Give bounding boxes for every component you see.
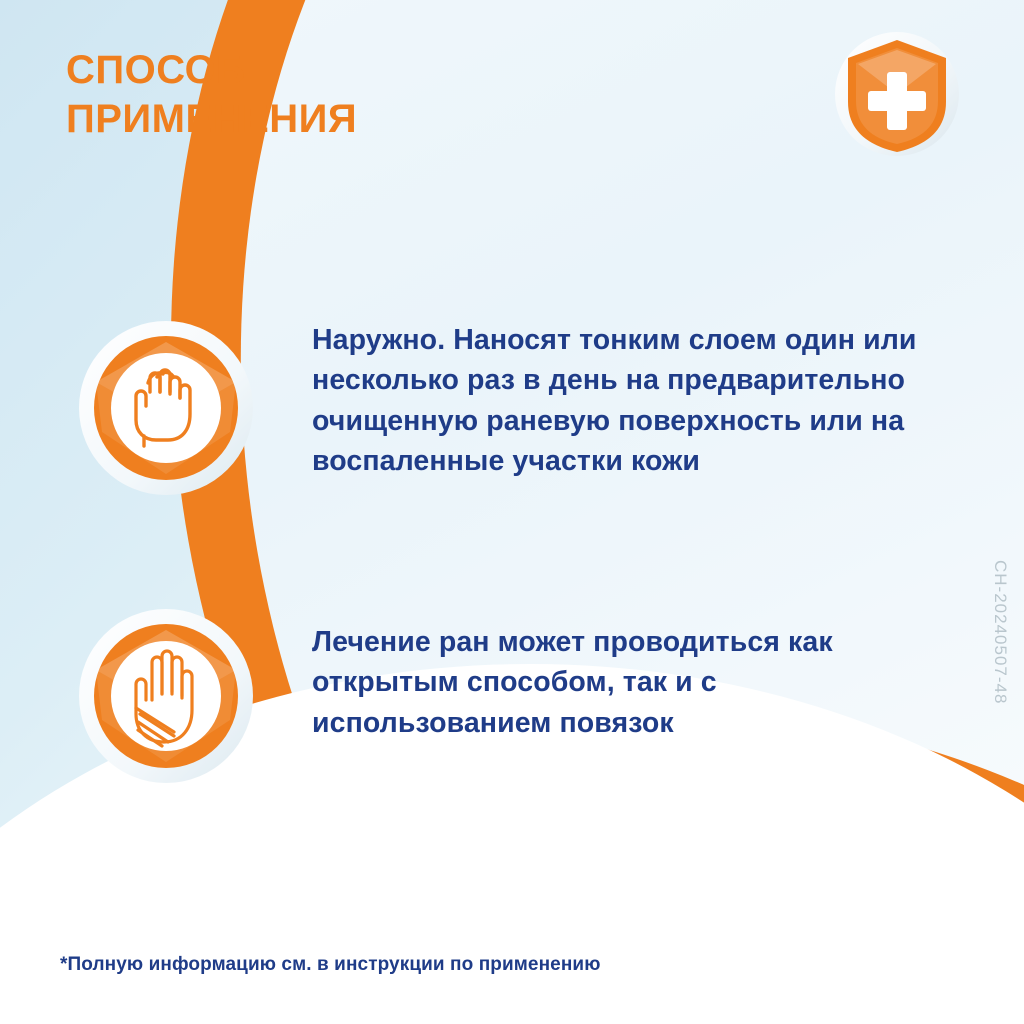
approval-code: CH-20240507-48 <box>991 560 1010 705</box>
medical-cross-shield-icon <box>832 28 962 168</box>
instruction-text-1: Наружно. Наносят тонким слоем один или несколько раз в день на предварительно очищенную раневую поверхность или на воспаленные участки кожи <box>312 324 917 478</box>
page-title-line-2: ПРИМЕНЕНИЯ <box>66 96 358 141</box>
instruction-item-2 <box>78 608 932 784</box>
fingers-applying-cream-icon <box>78 320 254 496</box>
page-title-line-1: СПОСОБ <box>66 48 246 92</box>
instruction-text-2: Лечение ран может проводиться как открытым способом, так и с использованием повязок <box>312 626 833 739</box>
bandaged-hand-icon <box>78 608 254 784</box>
page-title <box>66 46 357 144</box>
instruction-item-1 <box>78 320 932 496</box>
footnote: *Полную информацию см. в инструкции по применению <box>60 954 601 975</box>
